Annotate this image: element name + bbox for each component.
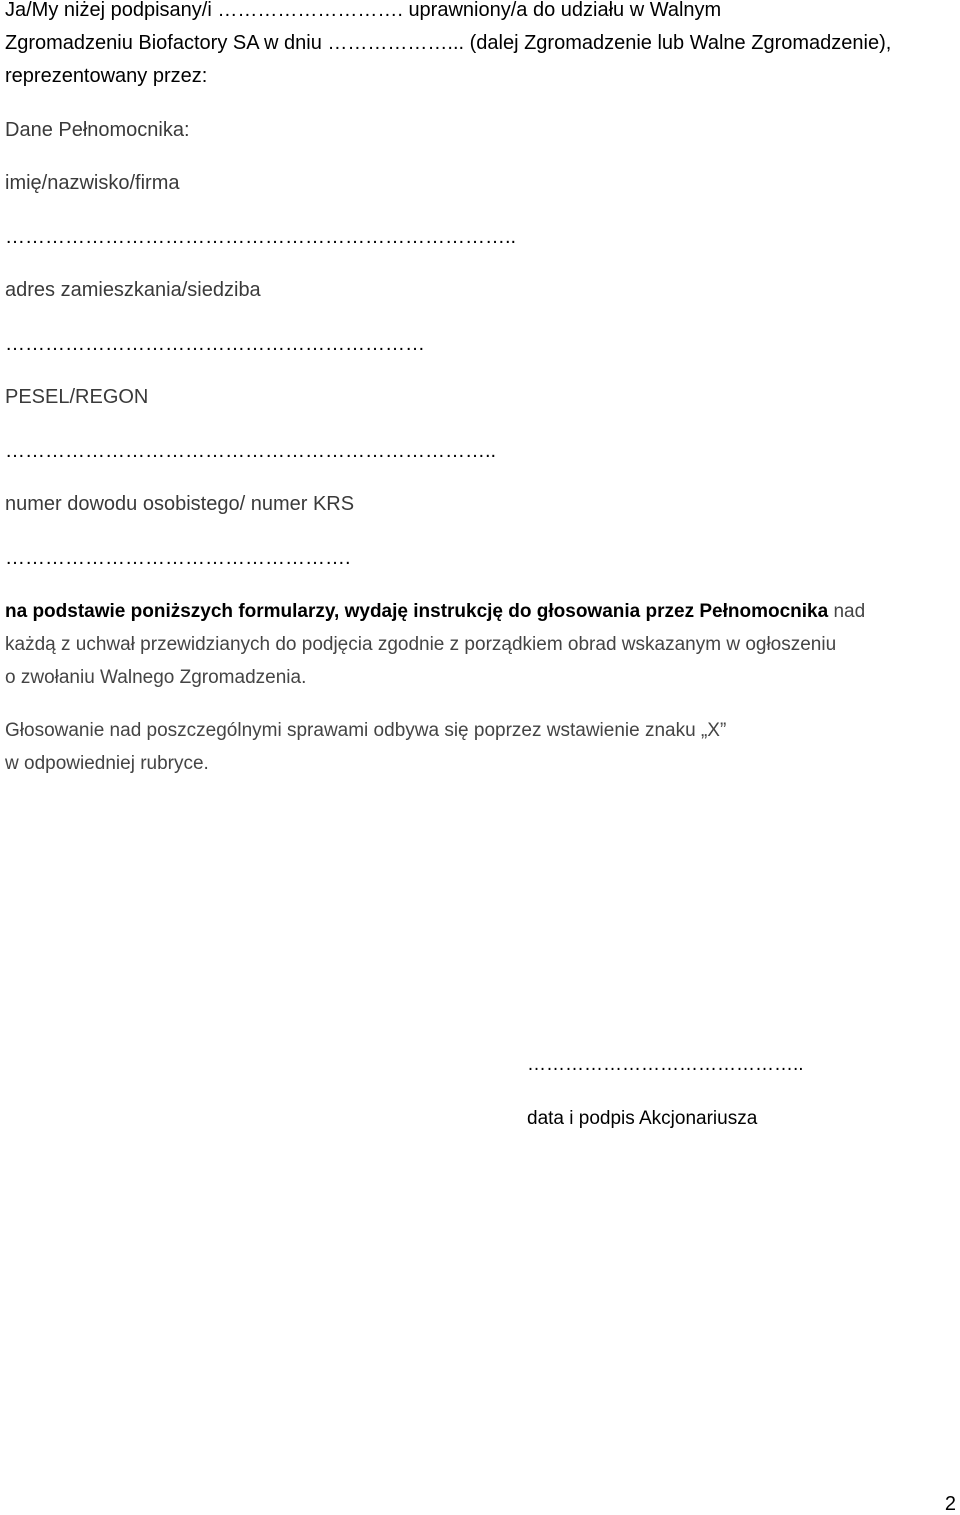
intro-line-3: reprezentowany przez:: [5, 65, 208, 87]
proxy-heading: Dane Pełnomocnika:: [5, 119, 190, 141]
proxy-address-value: ………………………………………………………: [5, 333, 425, 355]
proxy-pesel-label: PESEL/REGON: [5, 386, 149, 408]
instruction-line-1: [5, 595, 865, 628]
proxy-id-label: numer dowodu osobistego/ numer KRS: [5, 493, 355, 515]
signature-label: data i podpis Akcjonariusza: [527, 1108, 758, 1129]
proxy-name-value: …………………………………………………………………..: [5, 226, 517, 248]
signature-dots: ……………………………………..: [527, 1054, 804, 1075]
intro-line-1: Ja/My niżej podpisany/i ………………………. uprawniony/a do udziału w Walnym: [5, 0, 722, 21]
proxy-id-value: …………………………………………….: [5, 547, 351, 569]
proxy-address-label: adres zamieszkania/siedziba: [5, 279, 261, 301]
instruction-rest-text: nad: [828, 601, 866, 622]
page-number: 2: [944, 1493, 956, 1515]
instruction-line-3: o zwołaniu Walnego Zgromadzenia.: [5, 667, 307, 688]
instruction-line-2: każdą z uchwał przewidzianych do podjęcia zgodnie z porządkiem obrad wskazanym w ogłoszeniu: [5, 634, 837, 655]
proxy-name-label: imię/nazwisko/firma: [5, 172, 180, 194]
intro-line-2: Zgromadzeniu Biofactory SA w dniu ………………... (dalej Zgromadzenie lub Walne Zgromadzenie),: [5, 32, 892, 54]
voting-line-1: Głosowanie nad poszczególnymi sprawami odbywa się poprzez wstawienie znaku „X”: [5, 720, 727, 741]
voting-line-2: w odpowiedniej rubryce.: [5, 753, 209, 774]
proxy-pesel-value: ………………………………………………………………..: [5, 440, 497, 462]
instruction-bold-text: na podstawie poniższych formularzy, wydaję instrukcję do głosowania przez Pełnomocnika: [5, 601, 829, 622]
